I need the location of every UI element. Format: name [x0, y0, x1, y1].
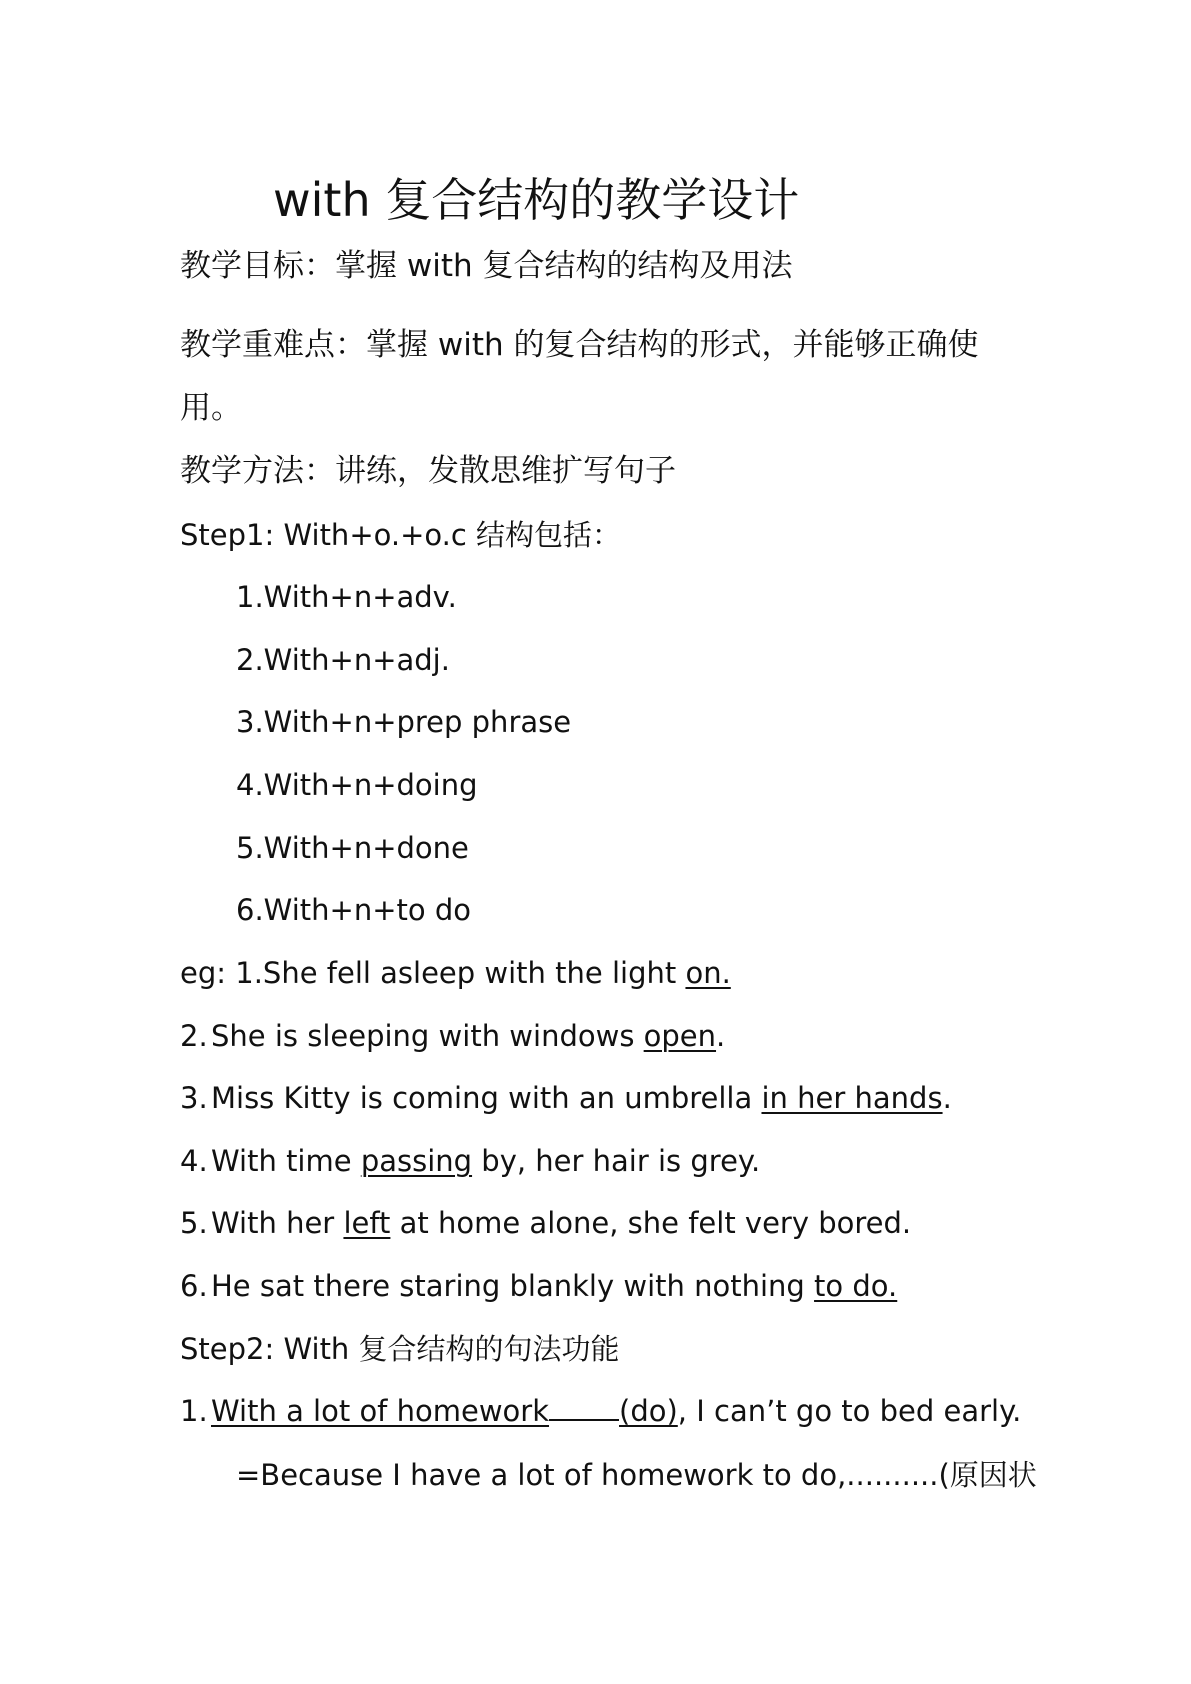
example-number: 4. [180, 1144, 208, 1178]
example-sentence [180, 1016, 725, 1056]
step1-item: 3.With+n+prep phrase [236, 705, 572, 739]
teaching-difficulty-line-1: 教学重难点：掌握 with 的复合结构的形式，并能够正确使 [180, 327, 979, 363]
example-label: eg: [180, 956, 236, 990]
step1-item: 5.With+n+done [236, 831, 469, 865]
example-sentence [180, 1141, 760, 1181]
example-text: With her [211, 1206, 344, 1240]
step2-heading: Step2: With 复合结构的句法功能 [180, 1332, 620, 1366]
teaching-objective: 教学目标：掌握 with 复合结构的结构及用法 [180, 248, 793, 284]
example-sentence [180, 1078, 952, 1118]
example-underlined: open [643, 1019, 717, 1053]
example-text: With time [211, 1144, 361, 1178]
step2-question-1 [180, 1391, 1021, 1431]
step2-question-1-explanation: =Because I have a lot of homework to do,..........(原因状 [236, 1458, 1037, 1492]
example-underlined: to do. [814, 1269, 898, 1303]
example-text: 1.She fell asleep with the light [235, 956, 686, 990]
example-sentence [180, 1203, 911, 1243]
example-text: He sat there staring blankly with nothing [211, 1269, 815, 1303]
example-text: She is sleeping with windows [211, 1019, 644, 1053]
example-sentence [180, 953, 731, 993]
document-title: with 复合结构的教学设计 [273, 173, 800, 227]
example-number: 3. [180, 1081, 208, 1115]
teaching-method: 教学方法：讲练，发散思维扩写句子 [180, 453, 676, 489]
example-underlined: on. [685, 956, 731, 990]
question-underlined-phrase: With a lot of homework [211, 1394, 550, 1428]
step1-item: 6.With+n+to do [236, 893, 471, 927]
example-text-end: . [716, 1019, 726, 1053]
example-text-end: at home alone, she felt very bored. [390, 1206, 912, 1240]
question-number: 1. [180, 1394, 208, 1428]
step1-heading: Step1: With+o.+o.c 结构包括： [180, 518, 621, 552]
step1-item: 2.With+n+adj. [236, 643, 450, 677]
fill-in-blank[interactable] [549, 1395, 619, 1421]
teaching-difficulty-line-2: 用。 [180, 390, 242, 426]
step1-item: 1.With+n+adv. [236, 580, 457, 614]
example-sentence [180, 1266, 897, 1306]
example-number: 6. [180, 1269, 208, 1303]
question-verb-hint: (do) [619, 1394, 678, 1428]
example-underlined: in her hands [761, 1081, 943, 1115]
example-number: 2. [180, 1019, 208, 1053]
step1-item: 4.With+n+doing [236, 768, 478, 802]
example-text-end: . [942, 1081, 952, 1115]
example-underlined: passing [360, 1144, 473, 1178]
example-number: 5. [180, 1206, 208, 1240]
question-text-end: , I can’t go to bed early. [677, 1394, 1022, 1428]
example-underlined: left [343, 1206, 391, 1240]
example-text: Miss Kitty is coming with an umbrella [211, 1081, 762, 1115]
example-text-end: by, her hair is grey. [472, 1144, 761, 1178]
